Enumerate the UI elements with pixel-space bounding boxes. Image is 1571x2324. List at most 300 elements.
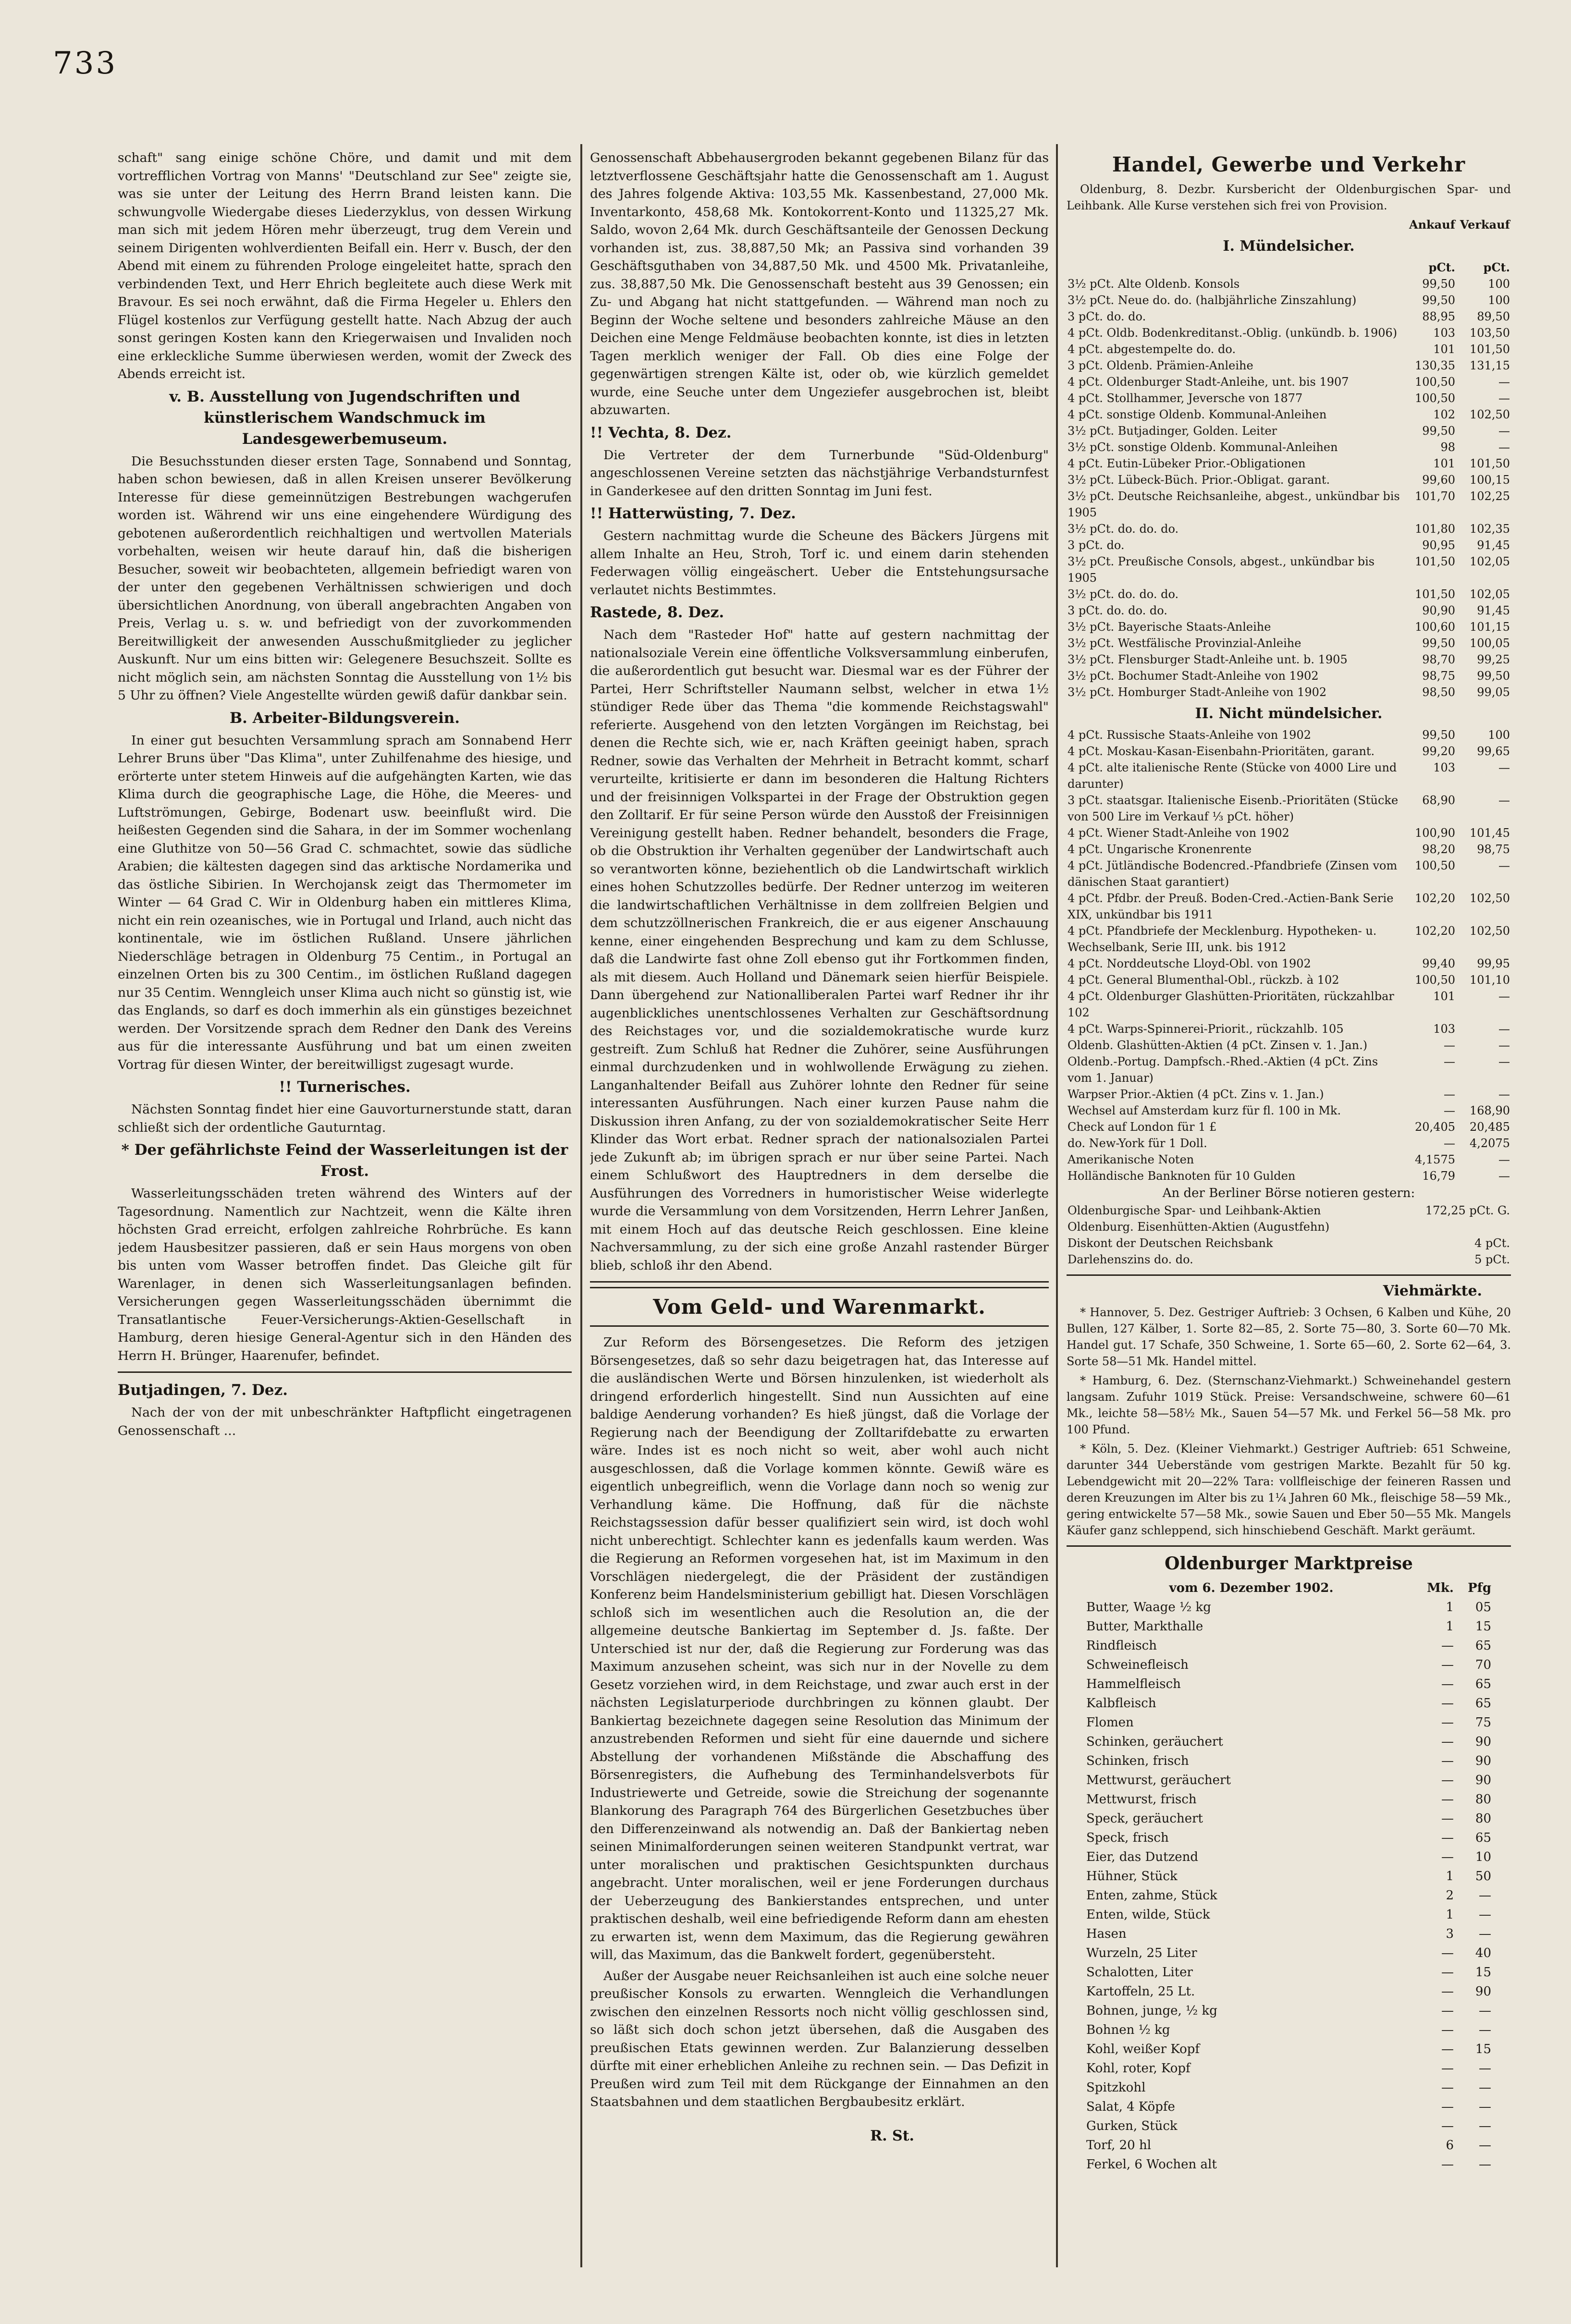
security-value: — [1498, 1055, 1510, 1068]
security-label: 3½ pCt. Bochumer Stadt-Anleihe von 1902 [1068, 669, 1319, 683]
price-value: 90 [1475, 1984, 1491, 1999]
security-value: — [1498, 1022, 1510, 1036]
security-label: Check auf London für 1 £ [1068, 1120, 1217, 1134]
price-label: Speck, geräuchert [1086, 1811, 1203, 1826]
price-label: Wurzeln, 25 Liter [1086, 1946, 1197, 1960]
security-row [1067, 988, 1511, 1021]
price-value: — [1441, 1677, 1454, 1691]
price-row [1084, 2097, 1493, 2116]
security-label: 4 pCt. Moskau-Kasan-Eisenbahn-Prioritäten, garant. [1068, 745, 1375, 758]
security-value: 100,50 [1415, 859, 1455, 872]
price-row [1084, 2040, 1493, 2059]
price-row [1084, 2136, 1493, 2155]
price-value: 75 [1475, 1715, 1491, 1730]
price-value: — [1479, 1927, 1491, 1941]
security-value: 20,485 [1470, 1120, 1510, 1134]
price-value: — [1479, 2157, 1491, 2172]
security-value: 102,20 [1415, 892, 1455, 905]
security-row [1067, 1168, 1511, 1184]
workers-association-heading: B. Arbeiter-Bildungsverein. [229, 709, 460, 727]
security-label: 4 pCt. Norddeutsche Lloyd-Obl. von 1902 [1068, 957, 1311, 970]
vechta-paragraph: Die Vertreter der dem Turnerbunde "Süd-Oldenburg" angeschlossenen Vereine setzten das nächstjährige Verbandsturnfest in Ganderkesee auf den dritten Sonntag im Juni fest. [590, 447, 1049, 499]
money-market-paragraph: Zur Reform des Börsengesetzes. Die Reform des jetzigen Börsengesetzes, daß so sehr dazu beigetragen hat, das Interesse auf die ausländischen Werte und Börsen hinzulenken, ist wiederholt als dringend erforderlich hingestellt. Sind nun Aussichten auf eine baldige Aenderung vorhanden? Es hieß jüngst, daß die Vorlage der Regierung nach der Beendigung der Zolltarifdebatte zu erwarten wäre. Indes ist es noch nicht so weit, aber wohl auch nicht ausgeschlossen, daß die Vorlage kommen könnte. Gewiß wäre es eigentlich unbegreiflich, wenn die Vorlage dann noch so wenig zur Verhandlung käme. Die Hoffnung, daß für die nächste Reichstagssession dafür besser qualifiziert sein wird, ist doch wohl nicht unberechtigt. Schlechter kann es jedenfalls kaum werden. Was die Regierung an Reformen vorgesehen hat, ist im Maximum in den Vorschlägen niedergelegt, die der Präsident der zuständigen Konferenz beim Handelsministerium gebilligt hat. Diesen Vorschlägen schloß sich im wesentlichen auch die Resolution an, die der allgemeine deutsche Bankiertag im September d. Js. faßte. Der Unterschied ist nur der, daß die Regierung zur Forderung was das Maximum anzusehen scheint, was sich nur in der Novelle zu dem Gesetz vorziehen wird, in dem Reichstage, und zwar auch erst in der nächsten Legislaturperiode durchbringen zu können glaubt. Der Bankiertag bezeichnete dagegen seine Resolution das Minimum der anzustrebenden Reformen und sieht für eine dauernde und sichere Abstellung der vorhandenen Mißstände die Abschaffung des Börsenregisters, die Aufhebung des Terminhandelsverbots für Industriewerte und Getreide, sowie die Streichung der sogenannte Blankorung des Paragraph 764 des Bürgerlichen Gesetzbuches über den Differenzeinwand als notwendig an. Daß der Bankiertag neben seinen Minimalforderungen seinen weiteren Standpunkt vertrat, war unter moralischen und praktischen Gesichtspunkten durchaus angebracht. Unter moralischen, weil er jene Forderungen durchaus der Ueberzeugung des Bankierstandes entsprechen, und unter praktischen deshalb, weil eine befriedigende Reform dann am ehesten zu erwarten ist, wenn dem Maximum, das die Regierung gewähren will, das Maximum, das die Bankwelt fordert, gegenübersteht. [590, 1335, 1049, 1962]
security-label: 4 pCt. Russische Staats-Anleihe von 1902 [1068, 728, 1311, 742]
exhibition-heading: v. B. Ausstellung von Jugendschriften und künstlerischem Wandschmuck im Landesgewerbemuseum. [169, 388, 520, 448]
security-label: 4 pCt. General Blumenthal-Obl., rückzb. à 102 [1068, 973, 1339, 987]
security-label: 4 pCt. Oldenburger Glashütten-Prioritäten, rückzahlbar 102 [1068, 990, 1394, 1019]
security-row [1067, 602, 1511, 619]
security-value: 99,50 [1422, 728, 1455, 742]
price-row [1084, 1771, 1493, 1790]
butjadingen-heading: Butjadingen, 7. Dez. [118, 1382, 288, 1399]
security-value: — [1498, 440, 1510, 454]
price-row [1084, 1867, 1493, 1886]
security-label: 4 pCt. Pfdbr. der Preuß. Boden-Cred.-Actien-Bank Serie XIX, unkündbar bis 1911 [1068, 892, 1394, 921]
security-label: 3 pCt. do. do. do. [1068, 604, 1167, 617]
security-row [1067, 1086, 1511, 1102]
price-value: 15 [1475, 1619, 1491, 1634]
security-value: 20,405 [1415, 1120, 1455, 1134]
price-label: Kalbfleisch [1086, 1696, 1156, 1711]
security-row [1067, 857, 1511, 890]
price-value: — [1441, 1965, 1454, 1980]
price-row [1084, 2001, 1493, 2020]
security-label: 4 pCt. Eutin-Lübeker Prior.-Obligationen [1068, 457, 1306, 470]
price-value: — [1441, 1735, 1454, 1749]
price-value: 3 [1446, 1927, 1454, 1941]
security-value: 89,50 [1477, 310, 1510, 323]
security-value: 99,50 [1422, 424, 1455, 438]
security-row [1067, 1119, 1511, 1135]
security-row [1067, 651, 1511, 668]
security-label: Wechsel auf Amsterdam kurz für fl. 100 in Mk. [1068, 1104, 1341, 1117]
security-row [1067, 743, 1511, 759]
price-value: 65 [1475, 1639, 1491, 1653]
price-value: 05 [1475, 1600, 1491, 1615]
price-row [1084, 2116, 1493, 2136]
security-value: 101,50 [1415, 555, 1455, 568]
security-value: 98 [1440, 440, 1455, 454]
security-value: 102,50 [1470, 892, 1510, 905]
security-row [1067, 276, 1511, 292]
security-label: 4 pCt. Oldenburger Stadt-Anleihe, unt. bis 1907 [1068, 375, 1349, 389]
price-label: Eier, das Dutzend [1086, 1850, 1199, 1864]
price-value: 80 [1475, 1811, 1491, 1826]
security-value: — [1498, 1039, 1510, 1052]
price-label: Kohl, roter, Kopf [1086, 2061, 1191, 2076]
security-label: 3½ pCt. Preußische Consols, abgest., unkündbar bis 1905 [1068, 555, 1375, 585]
security-value: 101,10 [1470, 973, 1510, 987]
security-row [1067, 455, 1511, 472]
section-rule [1067, 1274, 1511, 1276]
hatterwuesting-paragraph: Gestern nachmittag wurde die Scheune des Bäckers Jürgens mit allem Inhalte an Heu, Stroh, Torf ic. und einem darin stehenden Federwagen völlig eingeäschert. Ueber die Entstehungsursache verlautet nichts Bestimmtes. [590, 528, 1049, 598]
security-value: — [1498, 1153, 1510, 1166]
security-row [1067, 1037, 1511, 1053]
security-value: 99,50 [1422, 294, 1455, 307]
security-value: 100 [1488, 277, 1510, 291]
berlin-table [1067, 1202, 1511, 1268]
column-divider [1056, 144, 1058, 2267]
security-row [1067, 1053, 1511, 1086]
berlin-label: Oldenburg. Eisenhütten-Aktien (Augustfehn) [1068, 1220, 1330, 1234]
price-row [1084, 1886, 1493, 1905]
price-value: — [1441, 1773, 1454, 1787]
security-row [1067, 357, 1511, 374]
security-row [1067, 890, 1511, 923]
security-row [1067, 341, 1511, 357]
section-rule [118, 1371, 572, 1373]
security-label: Oldenb. Glashütten-Aktien (4 pCt. Zinsen v. 1. Jan.) [1068, 1039, 1368, 1052]
security-label: 3½ pCt. sonstige Oldenb. Kommunal-Anleihen [1068, 440, 1338, 454]
section-rule [590, 1281, 1049, 1288]
security-label: 4 pCt. Pfandbriefe der Mecklenburg. Hypotheken- u. Wechselbank, Serie III, unk. bis 1912 [1068, 924, 1377, 954]
price-value: 90 [1475, 1735, 1491, 1749]
price-label: Mettwurst, geräuchert [1086, 1773, 1231, 1787]
security-label: 4 pCt. Ungarische Kronenrente [1068, 843, 1252, 856]
security-row [1067, 759, 1511, 792]
security-row [1067, 972, 1511, 988]
price-value: 65 [1475, 1677, 1491, 1691]
security-label: 3½ pCt. Lübeck-Büch. Prior.-Obligat. garant. [1068, 473, 1330, 487]
security-value: 4,2075 [1470, 1137, 1510, 1150]
price-label: Gurken, Stück [1086, 2119, 1178, 2133]
security-value: 100,50 [1415, 375, 1455, 389]
trade-heading: Handel, Gewerbe und Verkehr [1112, 153, 1466, 176]
security-value: 99,50 [1477, 669, 1510, 683]
money-market-heading: Vom Geld- und Warenmarkt. [653, 1295, 986, 1319]
column-left [118, 149, 572, 2282]
price-value: — [1441, 1696, 1454, 1711]
security-value: 103,50 [1470, 326, 1510, 340]
price-value: — [1479, 1888, 1491, 1903]
security-row [1067, 923, 1511, 955]
security-value: 100,15 [1470, 473, 1510, 487]
security-value: 101,50 [1415, 587, 1455, 601]
security-value: — [1444, 1055, 1455, 1068]
security-value: 102,25 [1470, 489, 1510, 503]
cattle-report: * Hamburg, 6. Dez. (Sternschanz-Viehmarkt.) Schweinehandel gestern langsam. Zufuhr 1019 Stück. Preise: Versandschweine, schwere 60—61 Mk., leichte 58—58½ Mk., Sauen 54—57 Mk. und Ferkel 56—58 Mk. pro 100 Pfund. [1067, 1374, 1511, 1436]
berlin-value: 4 pCt. [1474, 1236, 1510, 1250]
course-table-non-trustee [1067, 727, 1511, 1184]
security-label: 3½ pCt. Butjadinger, Golden. Leiter [1068, 424, 1277, 438]
price-label: Enten, zahme, Stück [1086, 1888, 1217, 1903]
security-value: 90,90 [1422, 604, 1455, 617]
security-value: 4,1575 [1415, 1153, 1455, 1166]
security-value: 98,20 [1422, 843, 1455, 856]
security-value: 99,05 [1477, 685, 1510, 699]
price-value: 10 [1475, 1850, 1491, 1864]
security-value: 100,60 [1415, 620, 1455, 634]
gymnastics-paragraph: Nächsten Sonntag findet hier eine Gauvorturnerstunde statt, daran schließt sich der ordentliche Gauturntag. [118, 1102, 572, 1135]
security-value: 102,05 [1470, 587, 1510, 601]
berlin-value [1424, 1219, 1511, 1235]
price-label: Salat, 4 Köpfe [1086, 2100, 1175, 2114]
price-label: Mettwurst, frisch [1086, 1792, 1197, 1807]
berlin-row [1067, 1235, 1511, 1251]
security-value: 101,15 [1470, 620, 1510, 634]
price-row [1084, 1732, 1493, 1751]
security-label: Amerikanische Noten [1068, 1153, 1194, 1166]
column-right [1067, 149, 1511, 2282]
price-row [1084, 1809, 1493, 1828]
security-row [1067, 668, 1511, 684]
berlin-row [1067, 1251, 1511, 1268]
security-value: 99,40 [1422, 957, 1455, 970]
price-label: Hammelfleisch [1086, 1677, 1181, 1691]
price-label: Schinken, frisch [1086, 1754, 1189, 1768]
price-value: — [1479, 2138, 1491, 2153]
price-value: 1 [1446, 1869, 1454, 1884]
price-label: Schweinefleisch [1086, 1658, 1189, 1672]
security-value: — [1498, 794, 1510, 807]
security-row [1067, 406, 1511, 423]
security-row [1067, 1021, 1511, 1037]
prices-date: vom 6. Dezember 1902. [1169, 1581, 1334, 1595]
security-row [1067, 439, 1511, 455]
price-value: 1 [1446, 1619, 1454, 1634]
price-value: — [1441, 1984, 1454, 1999]
security-row [1067, 586, 1511, 602]
security-label: 4 pCt. Warps-Spinnerei-Priorit., rückzahlb. 105 [1068, 1022, 1344, 1036]
butjadingen-paragraph: Nach der von der mit unbeschränkter Haftpflicht eingetragenen Genossenschaft ... [118, 1405, 572, 1438]
price-value: 50 [1475, 1869, 1491, 1884]
security-value: 101,80 [1415, 522, 1455, 536]
price-label: Speck, frisch [1086, 1831, 1169, 1845]
security-value: 99,65 [1477, 745, 1510, 758]
security-value: 88,95 [1422, 310, 1455, 323]
price-label: Schinken, geräuchert [1086, 1735, 1223, 1749]
security-value: 102,05 [1470, 555, 1510, 568]
price-row [1084, 1828, 1493, 1847]
security-value: 90,95 [1422, 538, 1455, 552]
security-value: 99,95 [1477, 957, 1510, 970]
price-value: — [1441, 1658, 1454, 1672]
column-divider [580, 144, 582, 2267]
price-row [1084, 1847, 1493, 1867]
market-prices-heading: Oldenburger Marktpreise [1165, 1553, 1413, 1574]
security-value: 131,15 [1470, 359, 1510, 372]
security-value: 99,50 [1422, 277, 1455, 291]
security-value: 102,35 [1470, 522, 1510, 536]
security-value: 16,79 [1422, 1169, 1455, 1183]
security-label: 4 pCt. Oldb. Bodenkreditanst.-Oblig. (unkündb. b. 1906) [1068, 326, 1398, 340]
price-value: — [1441, 2157, 1454, 2172]
security-label: 3½ pCt. do. do. do. [1068, 522, 1179, 536]
security-label: 3½ pCt. Alte Oldenb. Konsols [1068, 277, 1240, 291]
security-value: 100 [1488, 294, 1510, 307]
price-row [1084, 1751, 1493, 1771]
security-value: 101,50 [1470, 342, 1510, 356]
price-value: 15 [1475, 1965, 1491, 1980]
price-value: 1 [1446, 1908, 1454, 1922]
security-value: 91,45 [1477, 604, 1510, 617]
security-row [1067, 955, 1511, 972]
berlin-value: 172,25 pCt. G. [1425, 1204, 1510, 1217]
security-value: 103 [1433, 1022, 1455, 1036]
security-value: 100,50 [1415, 391, 1455, 405]
berlin-label: Diskont der Deutschen Reichsbank [1068, 1236, 1273, 1250]
berlin-exchange-line: An der Berliner Börse notieren gestern: [1162, 1186, 1415, 1200]
price-value: 65 [1475, 1831, 1491, 1845]
price-row [1084, 1598, 1493, 1617]
berlin-row [1067, 1202, 1511, 1219]
security-label: 3½ pCt. Neue do. do. (halbjährliche Zinszahlung) [1068, 294, 1357, 307]
security-value: — [1498, 859, 1510, 872]
hatterwuesting-heading: !! Hatterwüsting, 7. Dez. [590, 505, 796, 522]
price-value: — [1441, 2100, 1454, 2114]
concert-report-paragraph: schaft" sang einige schöne Chöre, und damit und mit dem vortrefflichen Vortrag von Manns' "Deutschland zur See" zeigte sie, was sie unter der Leitung des Herrn Brand leisten kann. Die schwungvolle Wiedergabe dieses Liederzyklus, von dessen Wirkung man sich mit jedem Hören mehr überzeugt, trug dem Verein und seinem Dirigenten wohlverdienten Beifall ein. Herr v. Busch, der den Abend mit einem zu führenden Prologe eingeleitet hatte, sprach den verbindenden Text, und Herr Ehrich begleitete auch diese Werk mit Bravour. Es sei noch erwähnt, daß die Firma Hegeler u. Ehlers den Flügel kostenlos zur Verfügung gestellt hatte. Nach Abzug der auch sonst geringen Kosten kann den Kriegerwaisen und Invaliden noch eine erkleckliche Summe überwiesen werden, womit der Zweck des Abends erreicht ist. [118, 150, 572, 381]
security-value: 103 [1433, 326, 1455, 340]
security-value: — [1498, 1088, 1510, 1101]
security-value: 99,20 [1422, 745, 1455, 758]
price-value: — [1441, 2061, 1454, 2076]
security-value: 101 [1433, 990, 1455, 1003]
price-label: Butter, Markthalle [1086, 1619, 1203, 1634]
price-row [1084, 1924, 1493, 1944]
security-row [1067, 553, 1511, 586]
price-value: 90 [1475, 1754, 1491, 1768]
price-label: Rindfleisch [1086, 1639, 1157, 1653]
price-row [1084, 1675, 1493, 1694]
rastede-heading: Rastede, 8. Dez. [590, 604, 724, 621]
price-value: 80 [1475, 1792, 1491, 1807]
vechta-heading: !! Vechta, 8. Dez. [590, 424, 732, 441]
security-value: — [1498, 424, 1510, 438]
author-signature: R. St. [870, 2127, 914, 2144]
price-row [1084, 1694, 1493, 1713]
price-value: 2 [1446, 1888, 1454, 1903]
price-label: Enten, wilde, Stück [1086, 1908, 1210, 1922]
security-row [1067, 727, 1511, 743]
cattle-markets-heading: Viehmärkte. [1383, 1283, 1482, 1299]
security-row [1067, 619, 1511, 635]
price-label: Bohnen ½ kg [1086, 2023, 1170, 2037]
security-value: 98,75 [1422, 669, 1455, 683]
price-value: 70 [1475, 1658, 1491, 1672]
exhibition-paragraph: Die Besuchsstunden dieser ersten Tage, Sonnabend und Sonntag, haben schon bewiesen, daß in allen Kreisen unserer Bevölkerung Interesse für diese gemeinnützigen Bestrebungen wachgerufen worden ist. Während wir uns eine eingehendere Würdigung des gebotenen außerordentlich reichhaltigen und wertvollen Materials vorbehalten, weisen wir heute darauf hin, daß die bisherigen Besucher, soweit wir beobachteten, allgemein befriedigt waren von der unter den gegebenen Verhältnissen schwierigen und doch übersichtlichen Anordnung, von überall angebrachten Angaben von Preis, Verlag u. s. w. und befriedigt von der zuvorkommenden Bereitwilligkeit der anwesenden Ausschußmitglieder zu jeglicher Auskunft. Nur um eins bitten wir: Gelegenere Besuchszeit. Sollte es nicht möglich sein, am nächsten Sonntag die Ausstellung von 1½ bis 5 Uhr zu öffnen? Viele Angestellte würden gewiß dafür dankbar sein. [118, 453, 572, 703]
price-value: — [1479, 2080, 1491, 2095]
price-unit-pfennig: Pfg [1468, 1581, 1491, 1595]
price-label: Torf, 20 hl [1086, 2138, 1152, 2153]
security-label: 4 pCt. sonstige Oldenb. Kommunal-Anleihen [1068, 408, 1327, 421]
price-value: — [1441, 2080, 1454, 2095]
security-label: 3½ pCt. do. do. do. [1068, 587, 1179, 601]
price-label: Kohl, weißer Kopf [1086, 2042, 1200, 2056]
cattle-report: * Hannover, 5. Dez. Gestriger Auftrieb: 3 Ochsen, 6 Kalben und Kühe, 20 Bullen, 127 Kälber, 1. Sorte 82—85, 2. Sorte 75—80, 3. Sorte 60—70 Mk. Handel gut. 17 Schafe, 350 Schweine, 1. Sorte 65—60, 2. Sorte 62—64, 3. Sorte 58—51 Mk. Handel mittel. [1067, 1306, 1511, 1368]
price-row [1084, 1636, 1493, 1655]
cattle-report: * Köln, 5. Dez. (Kleiner Viehmarkt.) Gestriger Auftrieb: 651 Schweine, darunter 344 Ueberstände vom gestrigen Markte. Bezahlt für 50 kg. Lebendgewicht mit 20—22% Tara: vollfleischige der feineren Rassen und deren Kreuzungen im Alter bis zu 1¼ Jahren 60 Mk., fleischige 58—59 Mk., gering entwickelte 57—58 Mk., sowie Sauen und Eber 50—55 Mk. Mangels Käufer ganz schleppend, sich hinschiebend Geschäft. Markt geräumt. [1067, 1442, 1511, 1537]
price-row [1084, 1655, 1493, 1675]
security-row [1067, 292, 1511, 308]
price-value: — [1479, 2023, 1491, 2037]
security-label: 3½ pCt. Deutsche Reichsanleihe, abgest., unkündbar bis 1905 [1068, 489, 1400, 519]
security-value: 100 [1488, 728, 1510, 742]
cattle-reports [1067, 1304, 1511, 1539]
security-row [1067, 308, 1511, 325]
course-table-header [1067, 217, 1511, 233]
price-label: Flomen [1086, 1715, 1134, 1730]
security-value: — [1498, 391, 1510, 405]
security-label: 4 pCt. abgestempelte do. do. [1068, 342, 1236, 356]
berlin-label: Oldenburgische Spar- und Leihbank-Aktien [1068, 1204, 1321, 1217]
security-value: 168,90 [1470, 1104, 1510, 1117]
section-non-trustee-securities: II. Nicht mündelsicher. [1195, 705, 1383, 722]
price-label: Schalotten, Liter [1086, 1965, 1193, 1980]
security-row [1067, 825, 1511, 841]
security-label: 4 pCt. Wiener Stadt-Anleihe von 1902 [1068, 826, 1289, 840]
price-value: — [1441, 2119, 1454, 2133]
security-label: 3 pCt. do. [1068, 538, 1125, 552]
security-label: Holländische Banknoten für 10 Gulden [1068, 1169, 1296, 1183]
course-table-trustee [1067, 259, 1511, 700]
berlin-row [1067, 1219, 1511, 1235]
money-market-paragraph-2: Außer der Ausgabe neuer Reichsanleihen ist auch eine solche neuer preußischer Konsols zu erwarten. Wenngleich die Verhandlungen zwischen den einzelnen Ressorts noch nicht völlig geschlossen sind, so läßt sich doch schon jetzt übersehen, daß die Ausgaben des preußischen Etats gewinnen werden. Zur Balanzierung desselben dürfte mit einer erheblichen Anleihe zu rechnen sein. — Das Defizit in Preußen wird zum Teil mit dem Rückgange der Einnahmen an den Staatsbahnen und dem staatlichen Bergbaubesitz erklärt. [590, 1968, 1049, 2109]
security-label: 3 pCt. staatsgar. Italienische Eisenb.-Prioritäten (Stücke von 500 Lire im Verkauf ⅓ pCt. höher) [1068, 794, 1399, 823]
security-row [1067, 374, 1511, 390]
security-value: — [1498, 375, 1510, 389]
security-value: — [1498, 990, 1510, 1003]
page-number: 733 [53, 46, 118, 81]
security-row [1067, 841, 1511, 857]
price-row [1084, 2059, 1493, 2078]
security-value: 100,05 [1470, 636, 1510, 650]
security-row [1067, 684, 1511, 700]
price-row [1084, 1617, 1493, 1636]
security-row [1067, 1151, 1511, 1168]
cooperative-paragraph: Genossenschaft Abbehausergroden bekannt gegebenen Bilanz für das letztverflossene Geschäftsjahr hatte die Genossenschaft am 1. August des Jahres folgende Aktiva: 103,55 Mk. Kassenbestand, 27,000 Mk. Inventarkonto, 458,68 Mk. Kontokorrent-Konto und 11325,27 Mk. Saldo, wovon 2,64 Mk. durch Geschäftsanteile der Genossen Deckung vorhanden ist, zus. 38,887,50 Mk; an Passiva sind vorhanden 39 Geschäftsguthaben von 34,887,50 Mk. und 4500 Mk. Privatanleihe, zus. 38,887,50 Mk. Die Genossenschaft besteht aus 39 Genossen; ein Zu- und Abgang hat nicht stattgefunden. — Während man noch zu Beginn der Woche seltene und besonders zahlreiche Mäuse an den Deichen eine Menge Feldmäuse beobachten konnte, ist dies in letzten Tagen merklich weniger der Fall. Ob dies eine Folge der gegenwärtigen strengen Kälte ist, oder ob, wie kürzlich gemeldet wurde, eine Seuche unter dem Ungeziefer ausgebrochen ist, bleibt abzuwarten. [590, 150, 1049, 417]
price-value: — [1441, 2023, 1454, 2037]
price-row [1084, 1982, 1493, 2001]
price-value: 15 [1475, 2042, 1491, 2056]
security-value: 99,25 [1477, 653, 1510, 666]
security-value: — [1444, 1088, 1455, 1101]
security-value: 99,60 [1422, 473, 1455, 487]
berlin-label: Darlehenszins do. do. [1068, 1253, 1193, 1266]
security-label: 3½ pCt. Westfälische Provinzial-Anleihe [1068, 636, 1301, 650]
security-row [1067, 390, 1511, 406]
price-label: Butter, Waage ½ kg [1086, 1600, 1211, 1615]
price-label: Ferkel, 6 Wochen alt [1086, 2157, 1217, 2172]
security-value: — [1498, 761, 1510, 774]
workers-association-paragraph: In einer gut besuchten Versammlung sprach am Sonnabend Herr Lehrer Bruns über "Das Klima", unter Zuhilfenahme des hiesige, und erörterte unter stetem Hinweis auf die aufgehängten Karten, wie das Klima durch die geographische Lage, die Höhe, die Meeres- und Luftströmungen, Gebirge, Bodenart usw. beeinflußt wird. Die heißesten Gegenden sind die Sahara, in der im Sommer wochenlang eine Gluthitze von 50—56 Grad C. schmachtet, sowie das südliche Arabien; die kältesten dagegen sind das arktische Nordamerika und das östliche Sibirien. In Werchojansk zeigt das Thermometer im Winter — 64 Grad C. Wir in Oldenburg haben ein mittleres Klima, nicht ein rein ozeanisches, wie in Portugal und Irland, auch nicht das kontinentale, wie im östlichen Rußland. Unsere jährlichen Niederschläge betragen in Oldenburg 75 Centim., in Portugal an einzelnen Orten bis zu 300 Centim., im östlichen Rußland dagegen nur 35 Centim. Wenngleich unser Klima auch nicht so günstig ist, wie das Englands, so darf es doch immerhin als ein günstiges bezeichnet werden. Der Vorsitzende sprach dem Redner den Dank des Vereins aus für die interessante Ausführung und bat um einen zweiten Vortrag für diesen Winter, der bereitwilligst zugesagt wurde. [118, 733, 572, 1072]
security-value: 101 [1433, 457, 1455, 470]
price-label: Spitzkohl [1086, 2080, 1146, 2095]
security-value: 100,90 [1415, 826, 1455, 840]
water-pipes-paragraph: Wasserleitungsschäden treten während des Winters auf der Tagesordnung. Namentlich zur Nachtzeit, wenn die Kälte ihren höchsten Grad erreicht, erfolgen zahlreiche Rohrbrüche. Es kann jedem Hausbesitzer passieren, daß er sein Haus morgens von oben bis unten vom Wasser betroffen findet. Das Gleiche gilt für Warenlager, in denen sich Wasserleitungsanlagen befinden. Versicherungen gegen Wasserleitungsschäden übernimmt die Transatlantische Feuer-Versicherungs-Aktien-Gesellschaft in Hamburg, deren hiesige General-Agentur sich in den Händen des Herrn H. Brünger, Haarenufer, befindet. [118, 1186, 572, 1363]
security-value: — [1498, 1169, 1510, 1183]
security-row [1067, 537, 1511, 553]
security-row [1067, 488, 1511, 521]
water-pipes-heading: * Der gefährlichste Feind der Wasserleitungen ist der Frost. [121, 1141, 568, 1180]
price-row [1084, 1790, 1493, 1809]
security-value: 130,35 [1415, 359, 1455, 372]
security-value: — [1444, 1039, 1455, 1052]
security-row [1067, 1102, 1511, 1119]
market-prices-table [1084, 1578, 1493, 2174]
price-unit-mark: Mk. [1427, 1581, 1454, 1595]
security-value: 101,50 [1470, 457, 1510, 470]
security-value: 101,70 [1415, 489, 1455, 503]
price-value: — [1441, 1715, 1454, 1730]
price-value: — [1441, 1831, 1454, 1845]
course-report-intro: Oldenburg, 8. Dezbr. Kursbericht der Oldenburgischen Spar- und Leihbank. Alle Kurse verstehen sich frei von Provision. [1067, 183, 1511, 212]
security-label: Oldenb.-Portug. Dampfsch.-Rhed.-Aktien (4 pCt. Zins vom 1. Januar) [1068, 1055, 1378, 1085]
security-label: 4 pCt. alte italienische Rente (Stücke von 4000 Lire und darunter) [1068, 761, 1397, 791]
security-value: — [1444, 1137, 1455, 1150]
security-value: 102 [1433, 408, 1455, 421]
security-value: 101 [1433, 342, 1455, 356]
security-label: 4 pCt. Stollhammer, Jeversche von 1877 [1068, 391, 1303, 405]
